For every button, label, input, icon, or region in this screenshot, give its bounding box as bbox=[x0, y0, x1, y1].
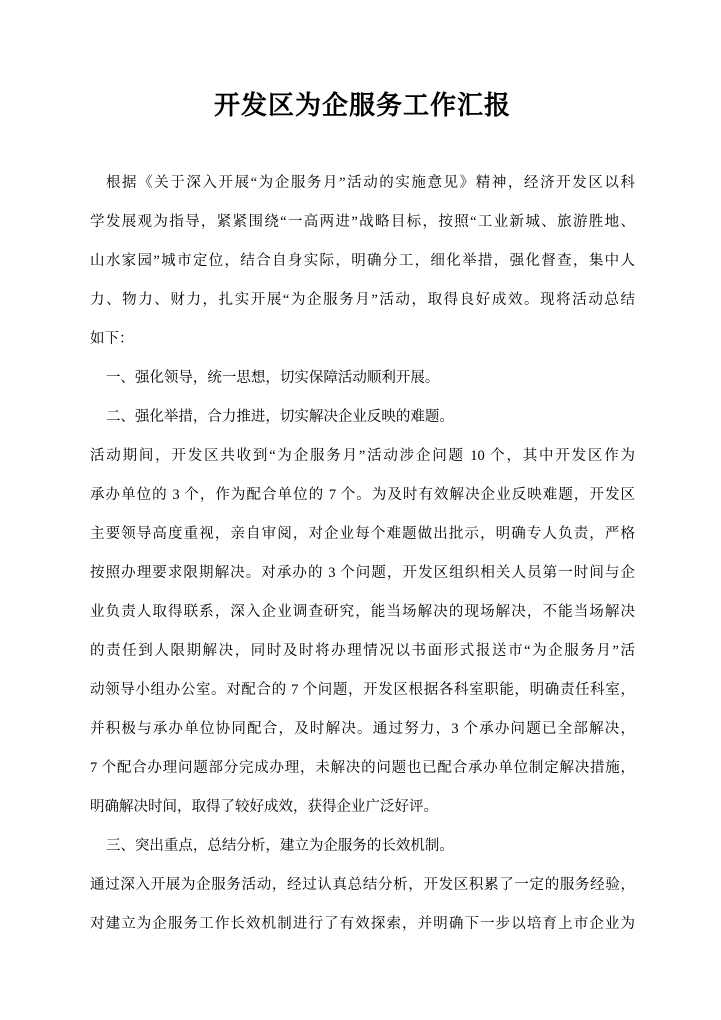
text-line: 如下： bbox=[90, 331, 134, 347]
text-line: 主要领导高度重视，亲自审阅，对企业每个难题做出批示，明确专人负责，严格 bbox=[90, 526, 635, 542]
text-line: 对建立为企服务工作长效机制进行了有效探索，并明确下一步以培育上市企业为 bbox=[90, 916, 635, 932]
text-line: 承办单位的 3 个，作为配合单位的 7 个。为及时有效解决企业反映难题，开发区 bbox=[90, 487, 635, 503]
text-line: 活动期间，开发区共收到“为企服务月”活动涉企问题 10 个，其中开发区作为 bbox=[90, 448, 635, 464]
document-body bbox=[90, 164, 635, 944]
text-line: 力、物力、财力，扎实开展“为企服务月”活动，取得良好成效。现将活动总结 bbox=[90, 292, 635, 308]
text-line: 动领导小组办公室。对配合的 7 个问题，开发区根据各科室职能，明确责任科室， bbox=[90, 682, 635, 698]
text-line: 业负责人取得联系，深入企业调查研究，能当场解决的现场解决，不能当场解决 bbox=[90, 604, 635, 620]
text-line: 通过深入开展为企服务活动，经过认真总结分析，开发区积累了一定的服务经验， bbox=[90, 877, 635, 893]
text-line: 山水家园”城市定位，结合自身实际，明确分工，细化举措，强化督查，集中人 bbox=[90, 253, 635, 269]
text-line: 按照办理要求限期解决。对承办的 3 个问题，开发区组织相关人员第一时间与企 bbox=[90, 565, 635, 581]
document-content bbox=[90, 86, 635, 944]
text-line: 二、强化举措，合力推进，切实解决企业反映的难题。 bbox=[105, 409, 454, 425]
text-line: 明确解决时间，取得了较好成效，获得企业广泛好评。 bbox=[90, 799, 438, 815]
text-line: 一、强化领导，统一思想，切实保障活动顺利开展。 bbox=[105, 370, 440, 386]
text-line: 学发展观为指导，紧紧围绕“一高两进”战略目标，按照“工业新城、旅游胜地、 bbox=[90, 214, 635, 230]
text-line: 根据《关于深入开展“为企服务月”活动的实施意见》精神，经济开发区以科 bbox=[105, 175, 635, 191]
text-line: 的责任到人限期解决，同时及时将办理情况以书面形式报送市“为企服务月”活 bbox=[90, 643, 635, 659]
text-line: 并积极与承办单位协同配合，及时解决。通过努力，3 个承办问题已全部解决， bbox=[90, 721, 635, 737]
text-line: 三、突出重点，总结分析，建立为企服务的长效机制。 bbox=[105, 838, 454, 854]
document-title: 开发区为企服务工作汇报 bbox=[213, 91, 511, 120]
text-line: 7 个配合办理问题部分完成办理，未解决的问题也已配合承办单位制定解决措施， bbox=[90, 760, 635, 776]
